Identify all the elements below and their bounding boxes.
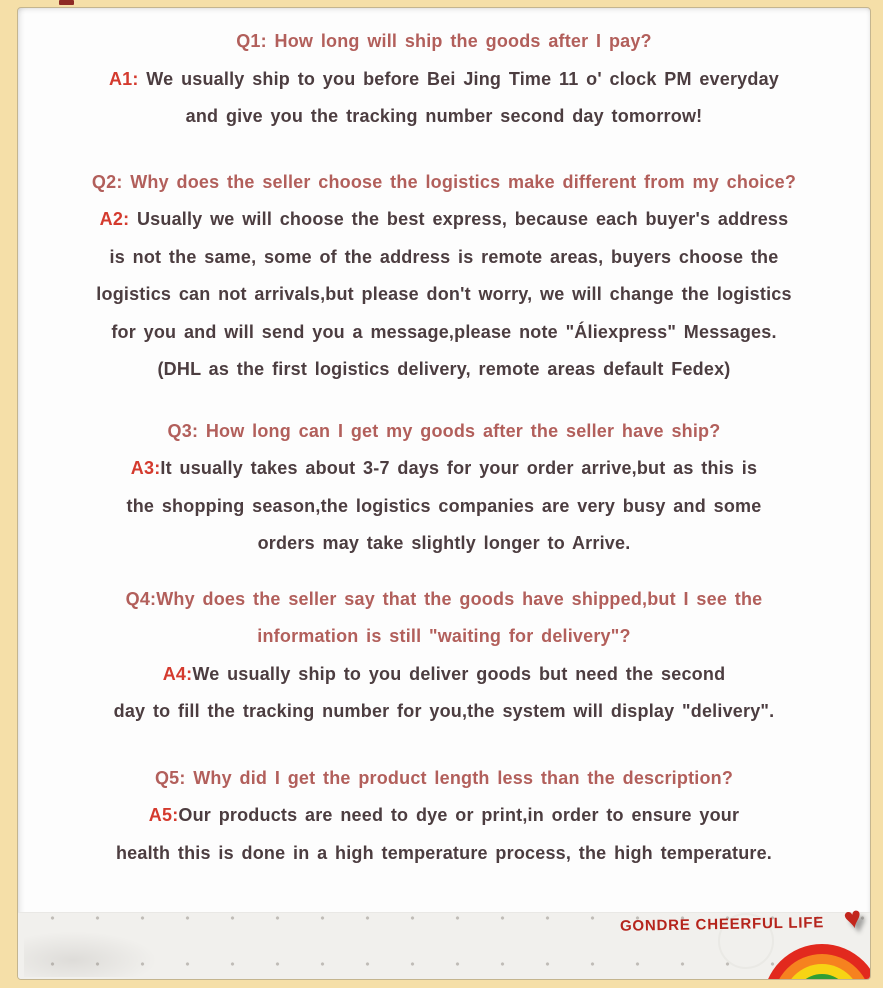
answer-line: the shopping season,the logistics companies are very busy and some	[126, 495, 762, 516]
answer-line: health this is done in a high temperature process, the high temperature.	[115, 842, 773, 863]
faq-content	[18, 23, 870, 872]
faq-section-5	[18, 760, 870, 873]
answer-line: orders may take slightly longer to Arrive.	[257, 533, 631, 553]
faq-section-1	[18, 23, 870, 136]
rainbow-graphic	[763, 944, 871, 980]
answer-text: It usually takes about 3-7 days for your order arrive,but as this is	[160, 458, 758, 478]
answer-line	[18, 656, 870, 694]
answer-line	[18, 201, 870, 239]
answer-label: A5:	[148, 805, 179, 825]
answer-line: and give you the tracking number second day tomorrow!	[185, 106, 703, 126]
answer-line: (DHL as the first logistics delivery, remote areas default Fedex)	[157, 359, 731, 379]
question-line: Q2: Why does the seller choose the logistics make different from my choice?	[91, 171, 797, 192]
question-line: Q4:Why does the seller say that the goods have shipped,but I see the	[125, 588, 763, 609]
question-line: Q3: How long can I get my goods after the seller have ship?	[167, 420, 721, 441]
answer-line: for you and will send you a message,please note "Áliexpress" Messages.	[111, 321, 777, 342]
answer-text: Usually we will choose the best express, because each buyer's address	[136, 209, 789, 229]
question-line: information is still "waiting for delivery"?	[257, 626, 631, 646]
answer-text: We usually ship to you deliver goods but need the second	[192, 663, 726, 684]
answer-line: is not the same, some of the address is remote areas, buyers choose the	[109, 246, 779, 267]
answer-line: day to fill the tracking number for you,the system will display "delivery".	[113, 701, 775, 721]
heart-icon: ♥	[841, 900, 865, 937]
question-line: Q1: How long will ship the goods after I pay?	[236, 31, 652, 51]
smudge-texture	[24, 929, 164, 977]
answer-label: A1:	[108, 68, 147, 89]
answer-label: A3:	[130, 458, 161, 478]
red-marker	[59, 0, 74, 5]
question-line: Q5: Why did I get the product length less than the description?	[154, 767, 734, 788]
brand-text: GONDRE CHEERFUL LIFE	[619, 914, 825, 935]
answer-line	[18, 61, 870, 99]
faq-section-4	[18, 581, 870, 731]
faq-section-2	[18, 164, 870, 389]
answer-text: Our products are need to dye or print,in order to ensure your	[178, 805, 740, 825]
faq-section-3	[18, 413, 870, 563]
answer-line	[18, 450, 870, 488]
answer-line: logistics can not arrivals,but please don't worry, we will change the logistics	[96, 284, 792, 304]
content-panel	[17, 7, 871, 980]
answer-label: A2:	[99, 209, 137, 229]
answer-text: We usually ship to you before Bei Jing Time 11 o' clock PM everyday	[146, 68, 780, 89]
answer-line	[18, 797, 870, 835]
answer-label: A4:	[162, 663, 193, 684]
